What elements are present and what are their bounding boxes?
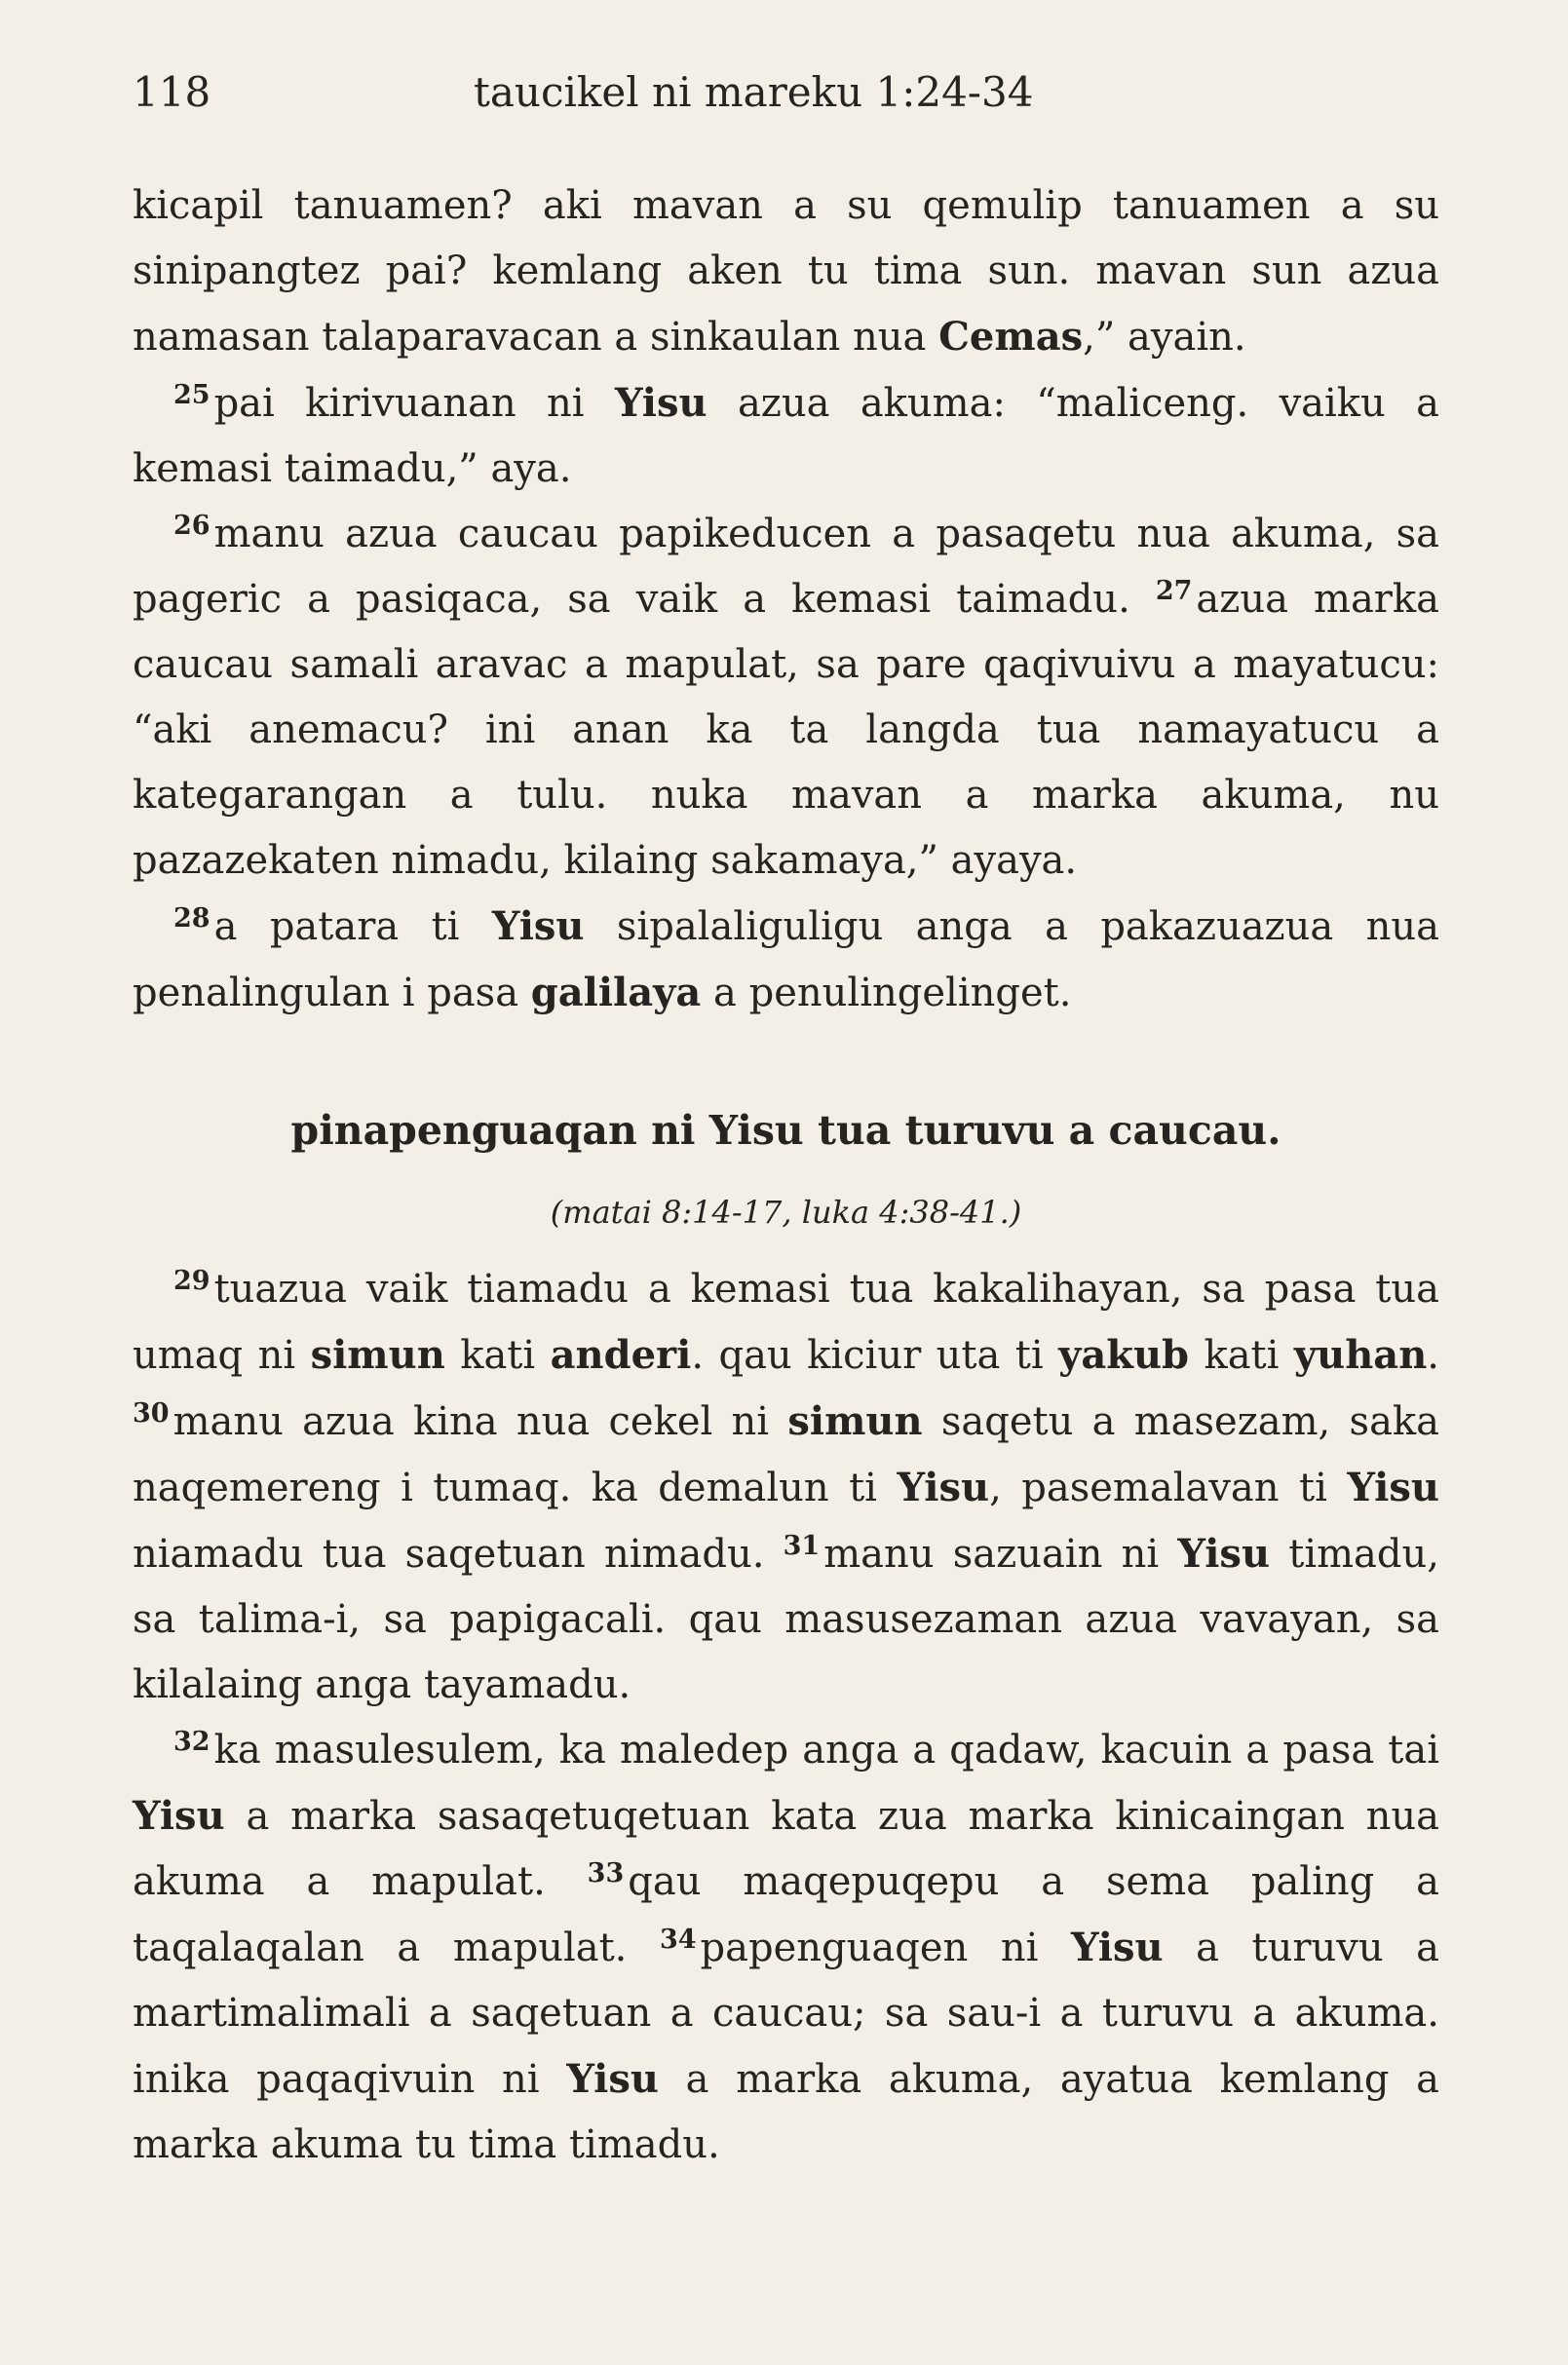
name-bold: Yisu [133,1793,225,1839]
running-title: taucikel ni mareku 1:24-34 [474,68,1034,116]
verse-32 [133,1718,1439,2178]
name-bold: anderi [550,1332,692,1378]
text-run: azua marka caucau samali aravac a mapulat, sa pare qaqivuivu a mayatucu: “aki anemacu? ini anan ka ta langda tua namayatucu a kategarangan a tulu. nuka mavan a marka akuma, nu pazazekaten nimadu, kilaing sakamaya,” ayaya. [133,577,1439,883]
verse-number: 25 [173,380,210,410]
text-run: ,” ayain. [1083,315,1246,360]
page-header [133,60,1437,129]
text-run: azua akuma: “maliceng. vaiku a kemasi taimadu,” aya. [133,381,1439,491]
name-bold: Yisu [1070,1925,1164,1970]
text-run: niamadu tua saqetuan nimadu. [133,1532,784,1577]
verse-number: 34 [659,1925,697,1955]
verse-number: 33 [587,1858,625,1888]
section-heading: pinapenguaqan ni Yisu tua turuvu a caucau. [290,1107,1281,1154]
text-run: a turuvu a martimalimali a saqetuan a caucau; sa sau-i a turuvu a akuma. inika paqaqivuin ni [133,1926,1440,2102]
verse-number: 28 [173,903,210,934]
verse-number: 32 [173,1727,210,1757]
text-run: ka masulesulem, ka maledep anga a qadaw, kacuin a pasa tai [213,1728,1439,1773]
text-run: . qau kiciur uta ti [691,1333,1059,1378]
text-run: , pasemalavan ti [989,1466,1348,1510]
text-run: . [1427,1333,1439,1378]
verse-number: 30 [133,1398,170,1429]
text-run: a marka akuma, ayatua kemlang a marka akuma tu tima timadu. [133,2057,1439,2167]
text-run: qau maqepuqepu a sema paling a taqalaqalan a mapulat. [133,1859,1439,1970]
name-bold: Yisu [1177,1531,1271,1577]
text-run: a penulingelinget. [701,971,1072,1015]
text-run: manu sazuain ni [823,1532,1178,1577]
verse-number: 29 [173,1266,210,1296]
name-bold: simun [310,1332,445,1378]
text-run: papenguaqen ni [700,1926,1071,1970]
text-run: pai kirivuanan ni [213,381,615,426]
text-run: manu azua caucau papikeducen a pasaqetu nua akuma, sa pageric a pasiqaca, sa vaik a kemasi taimadu. [133,512,1439,622]
name-bold: Yisu [1347,1465,1439,1510]
text-run: kicapil tanuamen? aki mavan a su qemulip tanuamen a su sinipangtez pai? kemlang aken tu tima sun. mavan sun azua namasan talaparavacan a sinkaulan nua [133,183,1439,360]
text-run: timadu, sa talima-i, sa papigacali. qau masusezaman azua vavayan, sa kilalaing anga tayamadu. [133,1532,1439,1707]
verse-number: 26 [173,511,210,541]
page-number: 118 [133,68,211,116]
name-bold: Yisu [566,2056,659,2102]
name-bold: Yisu [614,380,708,426]
verse-number: 27 [1155,576,1193,606]
body-text [133,173,1439,2178]
name-bold: Yisu [897,1465,990,1510]
name-bold: Yisu [491,903,585,949]
verse-26 [133,502,1439,894]
verse-29 [133,1257,1439,1718]
name-bold: yuhan [1293,1332,1428,1378]
verse-number: 31 [783,1531,821,1561]
verse-25 [133,370,1439,502]
verse-28 [133,894,1439,1026]
text-run: saqetu a masezam, saka naqemereng i tumaq. ka demalun ti [133,1399,1439,1510]
text-run: a marka sasaqetuqetuan kata zua marka kinicaingan nua akuma a mapulat. [133,1794,1439,1904]
name-bold: yakub [1058,1332,1190,1378]
name-bold: Cemas [938,314,1084,360]
text-run: sipalaliguligu anga a pakazuazua nua penalingulan i pasa [133,904,1439,1015]
text-run: tuazua vaik tiamadu a kemasi tua kakalihayan, sa pasa tua umaq ni [133,1267,1439,1378]
text-run: kati [1189,1333,1294,1378]
name-bold: galilaya [530,970,702,1015]
text-run: kati [444,1333,551,1378]
text-run: a patara ti [213,904,492,949]
text-run: manu azua kina nua cekel ni [172,1399,788,1444]
cross-reference: (matai 8:14-17, luka 4:38-41.) [550,1194,1022,1231]
paragraph [133,173,1439,370]
name-bold: simun [787,1398,923,1444]
